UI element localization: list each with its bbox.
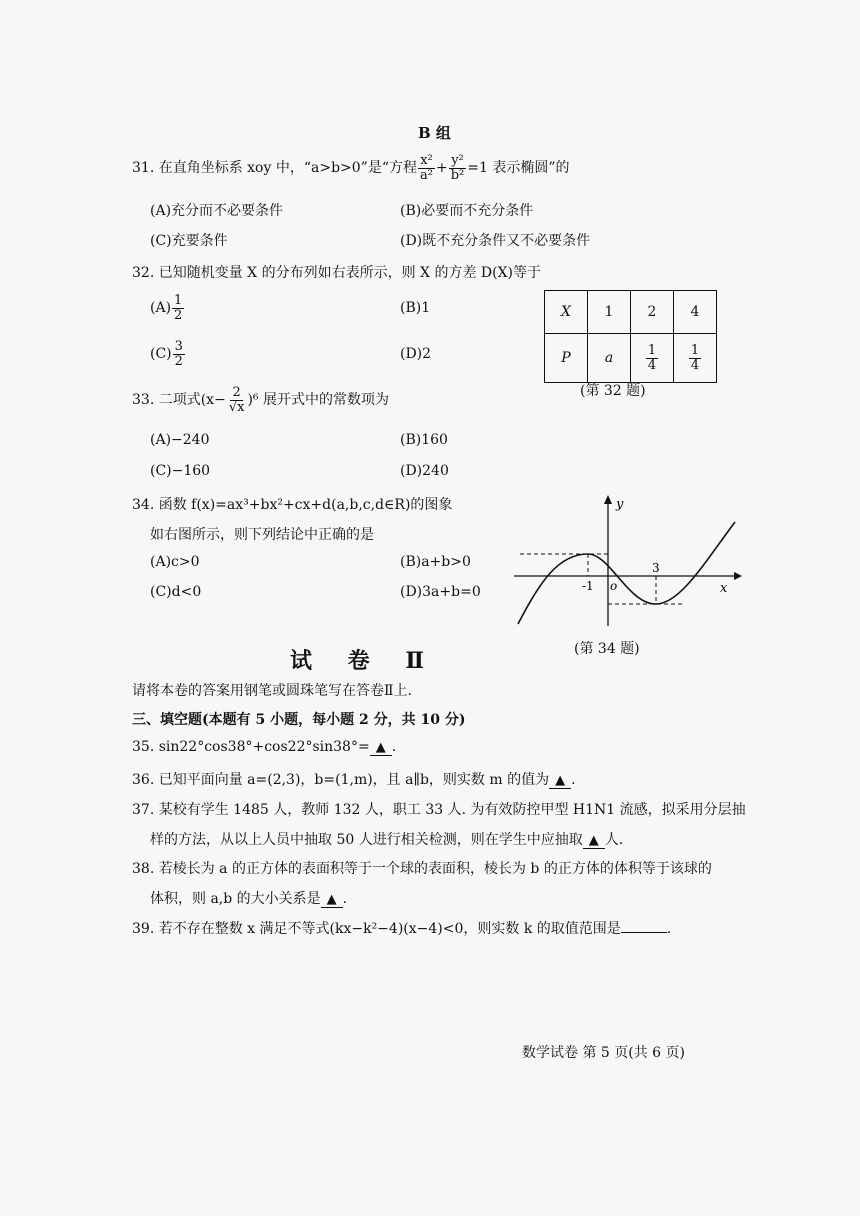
q31-fraction-y	[449, 154, 467, 182]
q33-fraction	[227, 386, 247, 414]
q32-caption: (第 32 题)	[580, 383, 646, 399]
q35-end: .	[391, 739, 397, 755]
q39-end: .	[666, 921, 672, 937]
question-35	[132, 739, 396, 756]
q38-text: 体积，则 a,b 的大小关系是	[150, 891, 321, 907]
q31-option-d: (D)既不充分条件又不必要条件	[400, 233, 591, 249]
q32-a-label: (A)	[150, 300, 172, 317]
q33-frac-num: 2	[232, 385, 241, 400]
q33-option-c: (C)−160	[150, 463, 211, 479]
q32-a-fraction	[172, 294, 184, 322]
question-36	[132, 769, 576, 789]
q31-stem-pre: 31. 在直角坐标系 xoy 中，“a>b>0”是“方程	[132, 160, 417, 177]
table-cell: X	[545, 291, 588, 334]
question-33	[132, 386, 389, 414]
table-cell: P	[545, 334, 588, 383]
q33-pre: 33. 二项式(x−	[132, 392, 226, 409]
q32-distribution-table	[544, 290, 717, 383]
table-frac-den: 4	[690, 357, 700, 373]
question-37-line2	[150, 829, 623, 849]
q31-fraction-x	[418, 154, 435, 182]
question-34-line2: 如右图所示，则下列结论中正确的是	[150, 527, 374, 543]
x-axis-label: x	[720, 581, 728, 596]
q33-option-d: (D)240	[400, 463, 449, 479]
q33-option-b: (B)160	[400, 432, 448, 448]
table-cell: a	[588, 334, 631, 383]
y-axis-arrow	[604, 495, 612, 504]
table-cell	[631, 334, 674, 383]
answer-blank[interactable]	[370, 739, 392, 756]
q38-end: .	[342, 891, 348, 907]
q35-text: 35. sin22°cos38°+cos22°sin38°=	[132, 739, 370, 755]
question-39	[132, 918, 671, 938]
answer-blank[interactable]	[321, 891, 343, 908]
question-37-line1: 37. 某校有学生 1485 人，教师 132 人，职工 33 人. 为有效防控甲型 H1N1 流感，拟采用分层抽	[132, 802, 746, 818]
triangle-icon: ▲	[326, 892, 337, 907]
question-38-line1: 38. 若棱长为 a 的正方体的表面积等于一个球的表面积，棱长为 b 的正方体的体积等于该球的	[132, 861, 712, 877]
table-row	[545, 334, 717, 383]
q34-option-a: (A)c>0	[150, 554, 200, 570]
group-title: B 组	[418, 124, 451, 142]
q33-option-a: (A)−240	[150, 432, 210, 448]
q32-option-c	[150, 340, 186, 368]
q36-end: .	[571, 772, 576, 788]
q31-frac2-num: y²	[451, 153, 464, 168]
q34-option-b: (B)a+b>0	[400, 554, 471, 570]
q33-post: )⁶ 展开式中的常数项为	[247, 392, 389, 409]
x-axis-arrow	[734, 572, 742, 580]
question-34-line1: 34. 函数 f(x)=ax³+bx²+cx+d(a,b,c,d∈R)的图象	[132, 497, 453, 513]
triangle-icon: ▲	[555, 773, 566, 788]
q33-frac-den: √x	[228, 399, 245, 415]
q36-text: 36. 已知平面向量 a=(2,3)，b=(1,m)，且 a∥b，则实数 m 的值为	[132, 772, 550, 788]
question-38-line2	[150, 888, 347, 908]
q31-option-b: (B)必要而不充分条件	[400, 203, 534, 219]
q32-a-num: 1	[174, 293, 183, 308]
table-frac-num: 1	[690, 342, 700, 358]
answer-blank[interactable]	[583, 832, 605, 849]
tick-3-label: 3	[652, 561, 660, 575]
q31-frac1-den: a²	[420, 167, 433, 183]
table-cell	[674, 334, 717, 383]
paper-2-title: 试 卷 Ⅱ	[290, 648, 438, 674]
q37-end: 人.	[604, 832, 624, 848]
q31-frac2-den: b²	[450, 167, 465, 183]
instruction: 请将本卷的答案用钢笔或圆珠笔写在答卷Ⅱ上.	[132, 683, 412, 699]
q34-option-c: (C)d<0	[150, 584, 202, 600]
table-row	[545, 291, 717, 334]
origin-label: o	[610, 579, 618, 593]
q34-caption: (第 34 题)	[574, 641, 640, 657]
q32-a-den: 2	[174, 307, 183, 323]
y-axis-label: y	[616, 497, 624, 512]
table-cell: 2	[631, 291, 674, 334]
tick-neg1-label: -1	[582, 579, 594, 593]
q31-stem-post: =1 表示椭圆”的	[467, 160, 570, 177]
q31-option-c: (C)充要条件	[150, 233, 228, 249]
table-cell: 4	[674, 291, 717, 334]
q31-option-a: (A)充分而不必要条件	[150, 203, 284, 219]
q34-cubic-graph	[510, 492, 750, 632]
q39-text: 39. 若不存在整数 x 满足不等式(kx−k²−4)(x−4)<0，则实数 k 的取值范围是	[132, 921, 621, 937]
table-frac-den: 4	[647, 357, 657, 373]
q32-option-d: (D)2	[400, 346, 432, 362]
q32-option-b: (B)1	[400, 300, 431, 316]
section-3-heading: 三、填空题(本题有 5 小题，每小题 2 分，共 10 分)	[132, 712, 466, 728]
table-cell: 1	[588, 291, 631, 334]
answer-blank[interactable]	[621, 932, 667, 933]
triangle-icon: ▲	[375, 740, 386, 755]
triangle-icon: ▲	[588, 833, 599, 848]
q32-c-fraction	[173, 340, 185, 368]
q31-plus: +	[435, 160, 448, 177]
q32-c-label: (C)	[150, 346, 172, 363]
question-32: 32. 已知随机变量 X 的分布列如右表所示，则 X 的方差 D(X)等于	[132, 265, 542, 281]
q32-c-den: 2	[174, 353, 183, 369]
q32-option-a	[150, 294, 185, 322]
q34-option-d: (D)3a+b=0	[400, 584, 481, 600]
q31-frac1-num: x²	[420, 153, 433, 168]
answer-blank[interactable]	[549, 772, 571, 789]
q37-text: 样的方法，从以上人员中抽取 50 人进行相关检测，则在学生中应抽取	[150, 832, 583, 848]
table-frac-num: 1	[647, 342, 657, 358]
question-31	[132, 154, 570, 182]
cubic-curve	[518, 522, 735, 624]
page-footer: 数学试卷 第 5 页(共 6 页)	[522, 1045, 685, 1061]
q32-c-num: 3	[174, 339, 183, 354]
